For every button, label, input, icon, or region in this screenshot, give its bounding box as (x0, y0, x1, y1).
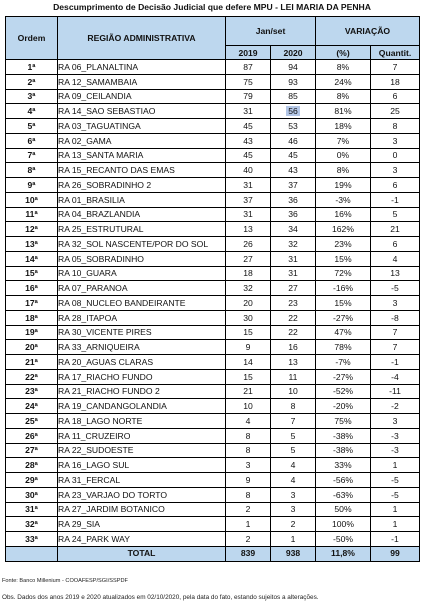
row-2020: 13 (271, 355, 316, 370)
table-row (6, 104, 420, 119)
row-2020: 31 (271, 266, 316, 281)
row-quantit: 1 (371, 517, 420, 532)
row-quantit: 7 (371, 60, 420, 75)
table-row (6, 163, 420, 178)
table-row (6, 251, 420, 266)
row-ordem: 30ª (6, 487, 58, 502)
row-ordem: 27ª (6, 443, 58, 458)
row-quantit: 6 (371, 178, 420, 193)
row-2019: 37 (226, 192, 271, 207)
table-row (6, 133, 420, 148)
row-ordem: 10ª (6, 192, 58, 207)
row-ordem: 28ª (6, 458, 58, 473)
row-regiao: RA 15_RECANTO DAS EMAS (58, 163, 226, 178)
row-ordem: 14ª (6, 251, 58, 266)
row-percent: 78% (316, 340, 371, 355)
header-ordem: Ordem (6, 17, 58, 60)
row-2019: 32 (226, 281, 271, 296)
header-quantit: Quantit. (371, 46, 420, 60)
row-2019: 40 (226, 163, 271, 178)
row-quantit: -2 (371, 399, 420, 414)
row-quantit: 7 (371, 325, 420, 340)
row-percent: 100% (316, 517, 371, 532)
row-quantit: -1 (371, 192, 420, 207)
row-regiao: RA 09_CEILANDIA (58, 89, 226, 104)
row-percent: 0% (316, 148, 371, 163)
row-regiao: RA 16_LAGO SUL (58, 458, 226, 473)
row-quantit: -4 (371, 369, 420, 384)
total-quantit: 99 (371, 546, 420, 561)
row-regiao: RA 13_SANTA MARIA (58, 148, 226, 163)
row-ordem: 4ª (6, 104, 58, 119)
row-2019: 87 (226, 60, 271, 75)
table-row (6, 222, 420, 237)
row-regiao: RA 03_TAGUATINGA (58, 119, 226, 134)
row-2020: 93 (271, 74, 316, 89)
row-2019: 31 (226, 207, 271, 222)
table-row (6, 355, 420, 370)
row-percent: 162% (316, 222, 371, 237)
row-2020: 3 (271, 487, 316, 502)
row-quantit: 6 (371, 237, 420, 252)
row-percent: -7% (316, 355, 371, 370)
row-regiao: RA 24_PARK WAY (58, 532, 226, 547)
row-2019: 3 (226, 458, 271, 473)
row-quantit: 25 (371, 104, 420, 119)
row-quantit: 8 (371, 119, 420, 134)
row-regiao: RA 01_BRASILIA (58, 192, 226, 207)
row-2020: 32 (271, 237, 316, 252)
row-2020: 1 (271, 532, 316, 547)
row-regiao: RA 32_SOL NASCENTE/POR DO SOL (58, 237, 226, 252)
row-percent: -20% (316, 399, 371, 414)
row-percent: 8% (316, 89, 371, 104)
table-row (6, 399, 420, 414)
row-ordem: 22ª (6, 369, 58, 384)
row-2020: 94 (271, 60, 316, 75)
row-regiao: RA 10_GUARA (58, 266, 226, 281)
row-quantit: 0 (371, 148, 420, 163)
row-ordem: 32ª (6, 517, 58, 532)
row-2020: 8 (271, 399, 316, 414)
row-quantit: 18 (371, 74, 420, 89)
table-row (6, 60, 420, 75)
row-2019: 9 (226, 340, 271, 355)
row-quantit: 6 (371, 89, 420, 104)
row-ordem: 21ª (6, 355, 58, 370)
row-regiao: RA 33_ARNIQUEIRA (58, 340, 226, 355)
row-percent: 19% (316, 178, 371, 193)
row-quantit: -5 (371, 487, 420, 502)
row-2020: 7 (271, 414, 316, 429)
note-text: Obs. Dados dos anos 2019 e 2020 atualizados em 02/10/2020, pela data do fato, estando sujeitos a alterações. (2, 594, 319, 601)
row-2019: 75 (226, 74, 271, 89)
row-2020: 34 (271, 222, 316, 237)
row-regiao: RA 25_ESTRUTURAL (58, 222, 226, 237)
header-regiao: REGIÃO ADMINISTRATIVA (58, 17, 226, 60)
row-ordem: 16ª (6, 281, 58, 296)
row-percent: 23% (316, 237, 371, 252)
row-ordem: 20ª (6, 340, 58, 355)
row-regiao: RA 20_AGUAS CLARAS (58, 355, 226, 370)
row-ordem: 25ª (6, 414, 58, 429)
table-row (6, 458, 420, 473)
table-row (6, 281, 420, 296)
row-regiao: RA 21_RIACHO FUNDO 2 (58, 384, 226, 399)
row-2020: 4 (271, 458, 316, 473)
header-variacao: VARIAÇÃO (316, 17, 420, 46)
table-row (6, 532, 420, 547)
row-2019: 79 (226, 89, 271, 104)
row-regiao: RA 19_CANDANGOLANDIA (58, 399, 226, 414)
row-percent: -52% (316, 384, 371, 399)
row-ordem: 12ª (6, 222, 58, 237)
total-2019: 839 (226, 546, 271, 561)
row-ordem: 9ª (6, 178, 58, 193)
row-quantit: 7 (371, 340, 420, 355)
row-2019: 18 (226, 266, 271, 281)
row-2020: 5 (271, 443, 316, 458)
total-spacer (6, 546, 58, 561)
row-ordem: 17ª (6, 296, 58, 311)
row-2020: 4 (271, 473, 316, 488)
table-row (6, 369, 420, 384)
row-2020: 31 (271, 251, 316, 266)
row-2019: 30 (226, 310, 271, 325)
row-2019: 8 (226, 443, 271, 458)
header-periodo: Jan/set (226, 17, 316, 46)
row-2019: 8 (226, 428, 271, 443)
row-percent: -27% (316, 310, 371, 325)
row-2019: 31 (226, 178, 271, 193)
row-percent: 47% (316, 325, 371, 340)
row-2019: 2 (226, 502, 271, 517)
row-2020: 36 (271, 192, 316, 207)
row-quantit: -8 (371, 310, 420, 325)
row-percent: 15% (316, 296, 371, 311)
row-quantit: -3 (371, 428, 420, 443)
row-ordem: 15ª (6, 266, 58, 281)
header-2020: 2020 (271, 46, 316, 60)
row-percent: -16% (316, 281, 371, 296)
row-ordem: 6ª (6, 133, 58, 148)
row-2019: 45 (226, 119, 271, 134)
row-2020: 46 (271, 133, 316, 148)
row-2019: 1 (226, 517, 271, 532)
table-row (6, 443, 420, 458)
row-quantit: 1 (371, 458, 420, 473)
row-ordem: 13ª (6, 237, 58, 252)
row-percent: -63% (316, 487, 371, 502)
row-quantit: 21 (371, 222, 420, 237)
row-percent: 15% (316, 251, 371, 266)
table-row (6, 192, 420, 207)
row-regiao: RA 18_LAGO NORTE (58, 414, 226, 429)
row-regiao: RA 04_BRAZLANDIA (58, 207, 226, 222)
row-ordem: 2ª (6, 74, 58, 89)
row-quantit: -5 (371, 473, 420, 488)
row-ordem: 5ª (6, 119, 58, 134)
row-2019: 4 (226, 414, 271, 429)
row-quantit: 3 (371, 414, 420, 429)
row-percent: 33% (316, 458, 371, 473)
row-2020: 85 (271, 89, 316, 104)
row-quantit: 5 (371, 207, 420, 222)
row-2020: 22 (271, 310, 316, 325)
row-percent: 8% (316, 163, 371, 178)
table-row (6, 148, 420, 163)
row-regiao: RA 05_SOBRADINHO (58, 251, 226, 266)
data-table (5, 16, 420, 562)
table-row (6, 237, 420, 252)
row-quantit: -3 (371, 443, 420, 458)
row-2020: 36 (271, 207, 316, 222)
row-ordem: 18ª (6, 310, 58, 325)
row-regiao: RA 08_NUCLEO BANDEIRANTE (58, 296, 226, 311)
table-row (6, 384, 420, 399)
row-2020: 16 (271, 340, 316, 355)
row-percent: 7% (316, 133, 371, 148)
row-percent: 72% (316, 266, 371, 281)
row-2019: 15 (226, 369, 271, 384)
row-2020: 5 (271, 428, 316, 443)
row-percent: -38% (316, 443, 371, 458)
source-text: Fonte: Banco Millenium - COOAFESP/SGI/SSPDF (2, 578, 128, 584)
row-2019: 45 (226, 148, 271, 163)
row-percent: 81% (316, 104, 371, 119)
document-title: Descumprimento de Decisão Judicial que defere MPU - LEI MARIA DA PENHA (53, 2, 371, 12)
row-2019: 21 (226, 384, 271, 399)
row-regiao: RA 11_CRUZEIRO (58, 428, 226, 443)
total-2020: 938 (271, 546, 316, 561)
row-percent: -50% (316, 532, 371, 547)
row-ordem: 23ª (6, 384, 58, 399)
table-row (6, 178, 420, 193)
row-2019: 27 (226, 251, 271, 266)
header-percent: (%) (316, 46, 371, 60)
row-regiao: RA 26_SOBRADINHO 2 (58, 178, 226, 193)
table-row (6, 266, 420, 281)
row-percent: -56% (316, 473, 371, 488)
row-2020: 2 (271, 517, 316, 532)
row-2020: 37 (271, 178, 316, 193)
row-quantit: 13 (371, 266, 420, 281)
row-regiao: RA 28_ITAPOA (58, 310, 226, 325)
table-row (6, 89, 420, 104)
row-quantit: 4 (371, 251, 420, 266)
row-2019: 8 (226, 487, 271, 502)
row-regiao: RA 12_SAMAMBAIA (58, 74, 226, 89)
table-row (6, 502, 420, 517)
row-percent: 50% (316, 502, 371, 517)
total-row (6, 546, 420, 561)
row-2020: 45 (271, 148, 316, 163)
row-2019: 15 (226, 325, 271, 340)
table-row (6, 296, 420, 311)
table-row (6, 517, 420, 532)
row-regiao: RA 22_SUDOESTE (58, 443, 226, 458)
row-regiao: RA 14_SAO SEBASTIAO (58, 104, 226, 119)
row-2019: 43 (226, 133, 271, 148)
row-regiao: RA 31_FERCAL (58, 473, 226, 488)
table-row (6, 74, 420, 89)
row-regiao: RA 30_VICENTE PIRES (58, 325, 226, 340)
row-2020: 10 (271, 384, 316, 399)
row-ordem: 3ª (6, 89, 58, 104)
row-regiao: RA 02_GAMA (58, 133, 226, 148)
row-2019: 13 (226, 222, 271, 237)
row-ordem: 1ª (6, 60, 58, 75)
table-row (6, 325, 420, 340)
row-percent: -3% (316, 192, 371, 207)
row-percent: 24% (316, 74, 371, 89)
row-ordem: 33ª (6, 532, 58, 547)
row-2019: 2 (226, 532, 271, 547)
row-quantit: -1 (371, 532, 420, 547)
row-percent: 75% (316, 414, 371, 429)
row-2020: 53 (271, 119, 316, 134)
row-ordem: 24ª (6, 399, 58, 414)
row-quantit: 3 (371, 296, 420, 311)
row-percent: 16% (316, 207, 371, 222)
row-ordem: 31ª (6, 502, 58, 517)
row-regiao: RA 17_RIACHO FUNDO (58, 369, 226, 384)
table-row (6, 414, 420, 429)
row-ordem: 19ª (6, 325, 58, 340)
row-quantit: 3 (371, 133, 420, 148)
highlighted-value: 56 (288, 106, 298, 117)
row-2020: 3 (271, 502, 316, 517)
row-quantit: 3 (371, 163, 420, 178)
row-ordem: 11ª (6, 207, 58, 222)
row-2020: 27 (271, 281, 316, 296)
table-row (6, 487, 420, 502)
header-2019: 2019 (226, 46, 271, 60)
row-regiao: RA 07_PARANOA (58, 281, 226, 296)
table-row (6, 428, 420, 443)
row-ordem: 26ª (6, 428, 58, 443)
row-quantit: -5 (371, 281, 420, 296)
table-row (6, 340, 420, 355)
row-ordem: 8ª (6, 163, 58, 178)
row-2020 (271, 104, 316, 119)
row-quantit: 1 (371, 502, 420, 517)
row-regiao: RA 29_SIA (58, 517, 226, 532)
row-2019: 31 (226, 104, 271, 119)
total-percent: 11,8% (316, 546, 371, 561)
table-row (6, 119, 420, 134)
table-row (6, 207, 420, 222)
row-percent: 18% (316, 119, 371, 134)
row-regiao: RA 06_PLANALTINA (58, 60, 226, 75)
row-quantit: -11 (371, 384, 420, 399)
row-2019: 26 (226, 237, 271, 252)
row-quantit: -1 (371, 355, 420, 370)
row-2020: 22 (271, 325, 316, 340)
row-2020: 23 (271, 296, 316, 311)
table-row (6, 473, 420, 488)
row-percent: -27% (316, 369, 371, 384)
row-percent: -38% (316, 428, 371, 443)
row-2019: 10 (226, 399, 271, 414)
row-regiao: RA 27_JARDIM BOTANICO (58, 502, 226, 517)
table-body (6, 60, 420, 547)
row-2019: 14 (226, 355, 271, 370)
row-ordem: 7ª (6, 148, 58, 163)
row-percent: 8% (316, 60, 371, 75)
row-2019: 9 (226, 473, 271, 488)
total-label: TOTAL (58, 546, 226, 561)
row-2020: 11 (271, 369, 316, 384)
table-row (6, 310, 420, 325)
row-regiao: RA 23_VARJAO DO TORTO (58, 487, 226, 502)
row-2019: 20 (226, 296, 271, 311)
row-2020: 43 (271, 163, 316, 178)
row-ordem: 29ª (6, 473, 58, 488)
